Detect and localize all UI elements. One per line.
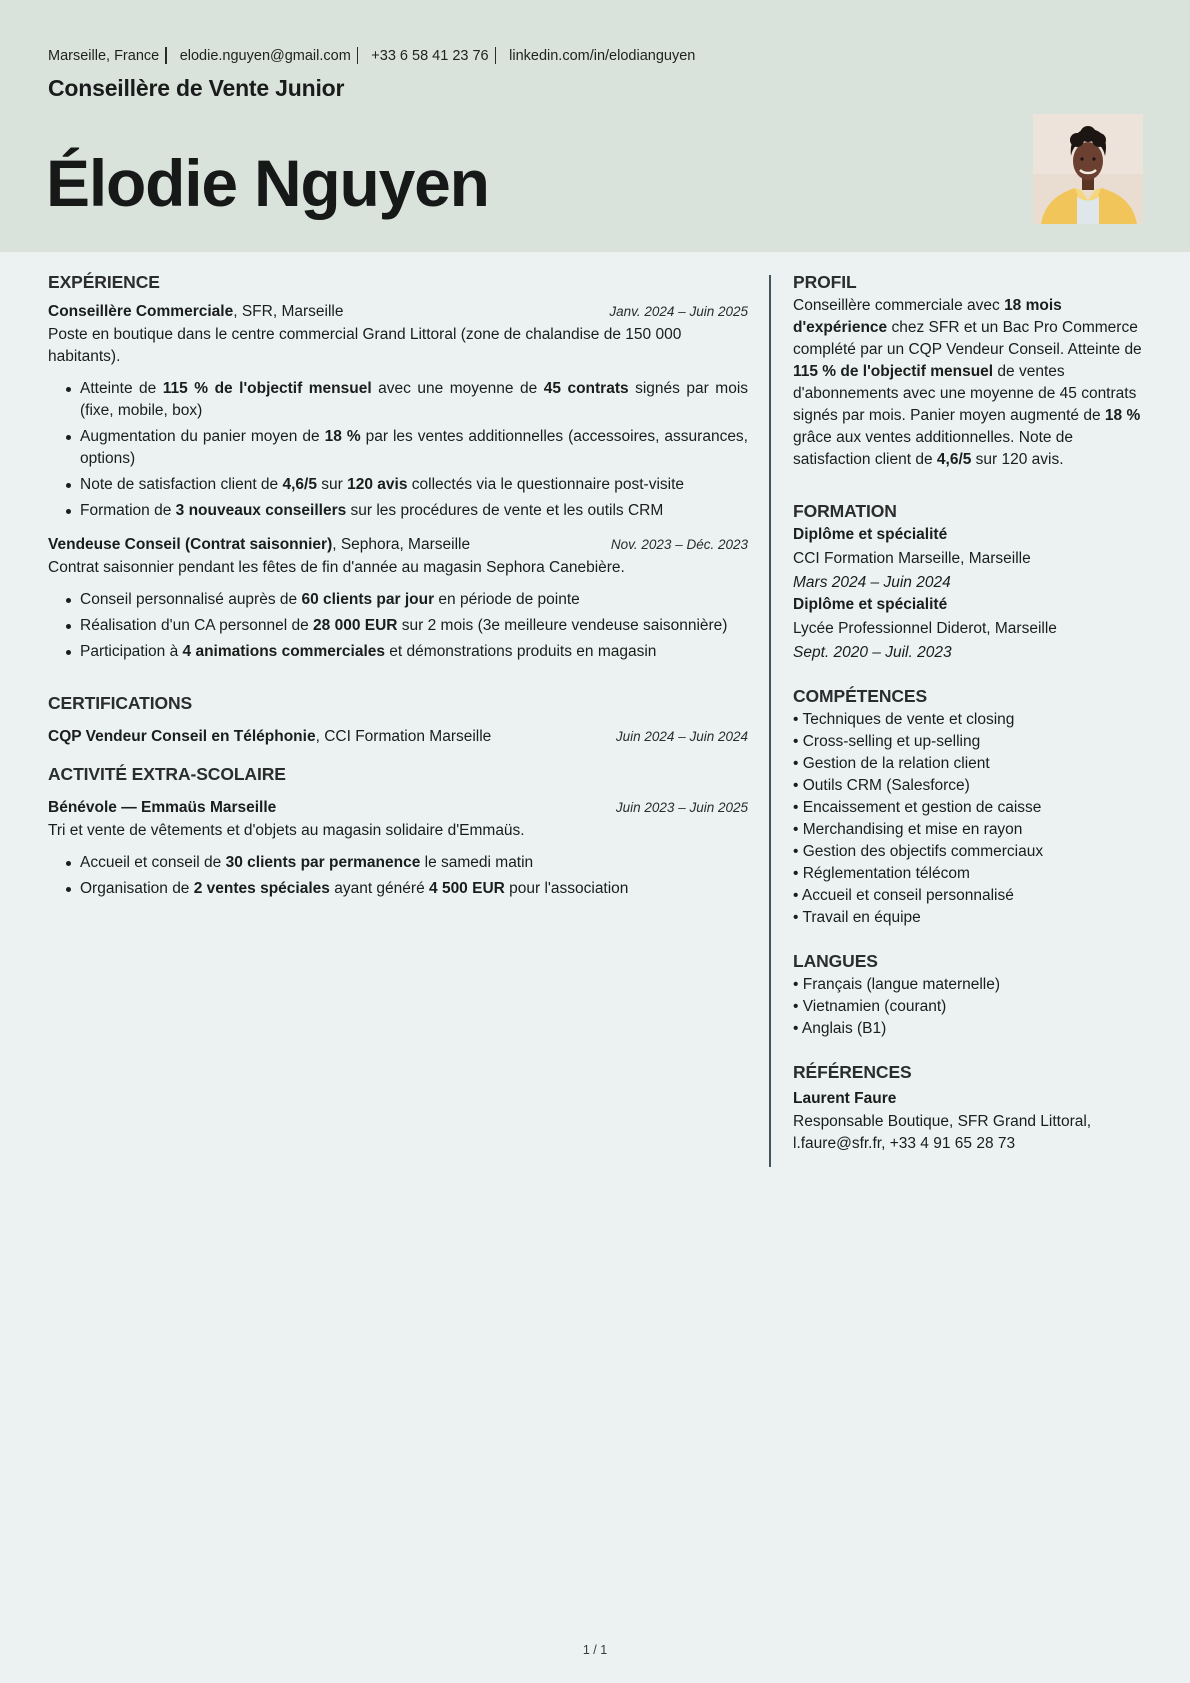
education-entry xyxy=(793,594,1145,664)
text-segment: de ventes d'abonnements avec une moyenne de 45 contrats signés par mois. Panier moyen augmenté de xyxy=(793,363,1137,424)
list-item xyxy=(80,378,748,422)
sidebar-column xyxy=(793,272,1145,1155)
entry-date: Juin 2023 – Juin 2025 xyxy=(615,800,748,815)
highlight-text: 18 mois d'expérience xyxy=(793,297,1062,336)
list-item xyxy=(80,641,748,663)
degree: Diplôme et spécialité xyxy=(793,596,948,613)
highlight-text: 18 % xyxy=(1104,407,1141,424)
list-item xyxy=(80,474,748,496)
header-band xyxy=(0,0,1190,252)
school: Lycée Professionnel Diderot, Marseille xyxy=(793,620,1057,637)
list-item xyxy=(80,615,748,637)
section-title-experience: EXPÉRIENCE xyxy=(48,272,160,292)
entry-date: Janv. 2024 – Juin 2025 xyxy=(609,304,748,319)
page-number: 1 / 1 xyxy=(582,1643,608,1657)
highlight-text: 45 contrats xyxy=(543,380,629,397)
list-item: • Gestion de la relation client xyxy=(793,755,990,772)
education-section xyxy=(793,501,1145,664)
languages-section xyxy=(793,951,1145,1040)
highlight-text: 115 % de l'objectif mensuel xyxy=(162,380,372,397)
entry-description: Tri et vente de vêtements et d'objets au magasin solidaire d'Emmaüs. xyxy=(48,822,525,839)
text-segment: Réalisation d'un CA personnel de xyxy=(80,617,314,634)
profile-photo xyxy=(1033,114,1143,224)
contact-line xyxy=(48,47,695,64)
degree: Diplôme et spécialité xyxy=(793,526,948,543)
contact-linkedin[interactable]: linkedin.com/in/elodianguyen xyxy=(509,47,696,64)
highlight-text: 120 avis xyxy=(347,476,408,493)
highlight-text: 3 nouveaux conseillers xyxy=(175,502,347,519)
section-title-skills: COMPÉTENCES xyxy=(793,686,928,706)
section-title-profile: PROFIL xyxy=(793,272,857,292)
list-item: • Gestion des objectifs commerciaux xyxy=(793,843,1044,860)
text-segment: chez SFR et un Bac Pro Commerce complété par un CQP Vendeur Conseil. Atteinte de xyxy=(793,319,1142,358)
text-segment: en période de pointe xyxy=(434,591,580,608)
text-segment: Note de satisfaction client de xyxy=(80,476,283,493)
reference-details: Responsable Boutique, SFR Grand Littoral, l.faure@sfr.fr, +33 4 91 65 28 73 xyxy=(793,1113,1092,1152)
experience-section xyxy=(48,272,748,663)
highlight-text: 28 000 EUR xyxy=(313,617,398,634)
extra-entry-header xyxy=(48,797,748,819)
highlight-text: 4,6/5 xyxy=(936,451,972,468)
list-item xyxy=(80,500,748,522)
profile-summary xyxy=(793,295,1145,471)
separator xyxy=(357,47,359,64)
section-title-languages: LANGUES xyxy=(793,951,878,971)
text-segment: pour l'association xyxy=(504,880,629,897)
extra-activity-section xyxy=(48,764,748,900)
text-segment: et démonstrations produits en magasin xyxy=(385,643,657,660)
entry-role: CQP Vendeur Conseil en Téléphonie xyxy=(48,728,316,745)
certifications-section xyxy=(48,693,748,748)
references-section xyxy=(793,1062,1145,1155)
profile-section xyxy=(793,272,1145,471)
text-segment: Formation de xyxy=(80,502,176,519)
achievement-list xyxy=(80,852,748,900)
school: CCI Formation Marseille, Marseille xyxy=(793,550,1031,567)
list-item: • Cross-selling et up-selling xyxy=(793,733,981,750)
list-item xyxy=(80,878,748,900)
separator xyxy=(165,47,167,64)
highlight-text: 30 clients par permanence xyxy=(225,854,421,871)
skills-section xyxy=(793,686,1145,929)
candidate-name: Élodie Nguyen xyxy=(46,146,489,220)
education-date: Sept. 2020 – Juil. 2023 xyxy=(793,644,952,661)
list-item: • Réglementation télécom xyxy=(793,865,970,882)
section-title-education: FORMATION xyxy=(793,501,897,521)
highlight-text: 4,6/5 xyxy=(282,476,317,493)
main-column xyxy=(48,272,748,904)
list-item xyxy=(80,426,748,470)
text-segment: sur 120 avis. xyxy=(971,451,1064,468)
skills-list xyxy=(793,709,1145,929)
text-segment: collectés via le questionnaire post-visite xyxy=(407,476,685,493)
person-photo-icon xyxy=(1033,114,1143,224)
text-segment: par les ventes additionnelles (accessoires, assurances, options) xyxy=(80,428,748,467)
text-segment: Conseillère commerciale avec xyxy=(793,297,1005,314)
entry-header xyxy=(48,301,748,323)
education-entry xyxy=(793,524,1145,594)
section-title-extra: ACTIVITÉ EXTRA-SCOLAIRE xyxy=(48,764,286,784)
entry-date: Juin 2024 – Juin 2024 xyxy=(615,729,748,744)
list-item xyxy=(80,852,748,874)
contact-phone[interactable]: +33 6 58 41 23 76 xyxy=(371,47,489,64)
certification-entry xyxy=(48,726,748,748)
list-item: • Accueil et conseil personnalisé xyxy=(793,887,1014,904)
text-segment: signés par mois (fixe, mobile, box) xyxy=(80,380,749,419)
education-date: Mars 2024 – Juin 2024 xyxy=(793,574,951,591)
highlight-text: 4 animations commerciales xyxy=(182,643,385,660)
text-segment: sur 2 mois (3e meilleure vendeuse saisonnière) xyxy=(397,617,728,634)
experience-entry xyxy=(48,534,748,663)
text-segment: Organisation de xyxy=(80,880,194,897)
job-title: Conseillère de Vente Junior xyxy=(48,75,345,101)
entry-role: Conseillère Commerciale xyxy=(48,303,234,320)
text-segment: Participation à xyxy=(80,643,183,660)
reference-name: Laurent Faure xyxy=(793,1090,897,1107)
contact-location: Marseille, France xyxy=(48,47,160,64)
text-segment: sur les procédures de vente et les outils CRM xyxy=(346,502,664,519)
highlight-text: 115 % de l'objectif mensuel xyxy=(793,363,994,380)
separator xyxy=(495,47,497,64)
text-segment: Conseil personnalisé auprès de xyxy=(80,591,302,608)
entry-org: , CCI Formation Marseille xyxy=(315,728,492,745)
list-item: • Vietnamien (courant) xyxy=(793,998,947,1015)
entry-description: Contrat saisonnier pendant les fêtes de fin d'année au magasin Sephora Canebière. xyxy=(48,559,625,576)
list-item: • Travail en équipe xyxy=(793,909,921,926)
achievement-list xyxy=(80,589,748,663)
list-item: • Français (langue maternelle) xyxy=(793,976,1001,993)
highlight-text: 60 clients par jour xyxy=(301,591,435,608)
entry-description: Poste en boutique dans le centre commercial Grand Littoral (zone de chalandise de 150 000 habitants). xyxy=(48,326,682,365)
text-segment: grâce aux ventes additionnelles. Note de satisfaction client de xyxy=(793,429,1074,468)
list-item: • Outils CRM (Salesforce) xyxy=(793,777,970,794)
list-item: • Merchandising et mise en rayon xyxy=(793,821,1023,838)
text-segment: le samedi matin xyxy=(420,854,534,871)
contact-email[interactable]: elodie.nguyen@gmail.com xyxy=(179,47,351,64)
text-segment: sur xyxy=(316,476,348,493)
section-title-certifications: CERTIFICATIONS xyxy=(48,693,193,713)
list-item xyxy=(80,589,748,611)
highlight-text: 18 % xyxy=(324,428,361,445)
highlight-text: 4 500 EUR xyxy=(429,880,505,897)
list-item: • Encaissement et gestion de caisse xyxy=(793,799,1042,816)
text-segment: Augmentation du panier moyen de xyxy=(80,428,325,445)
entry-role: Vendeuse Conseil (Contrat saisonnier) xyxy=(48,536,333,553)
column-divider xyxy=(769,275,771,1167)
list-item: • Anglais (B1) xyxy=(793,1020,887,1037)
achievement-list xyxy=(80,378,748,522)
entry-org: , Sephora, Marseille xyxy=(332,536,471,553)
entry-role: Bénévole — Emmaüs Marseille xyxy=(48,799,277,816)
text-segment: ayant généré xyxy=(329,880,430,897)
entry-header xyxy=(48,534,748,556)
list-item: • Techniques de vente et closing xyxy=(793,711,1015,728)
text-segment: avec une moyenne de xyxy=(371,380,544,397)
section-title-references: RÉFÉRENCES xyxy=(793,1062,912,1082)
experience-entry xyxy=(48,301,748,522)
entry-org: , SFR, Marseille xyxy=(233,303,344,320)
text-segment: Accueil et conseil de xyxy=(80,854,226,871)
highlight-text: 2 ventes spéciales xyxy=(193,880,330,897)
entry-date: Nov. 2023 – Déc. 2023 xyxy=(610,537,748,552)
text-segment: Atteinte de xyxy=(80,380,163,397)
languages-list xyxy=(793,974,1145,1040)
